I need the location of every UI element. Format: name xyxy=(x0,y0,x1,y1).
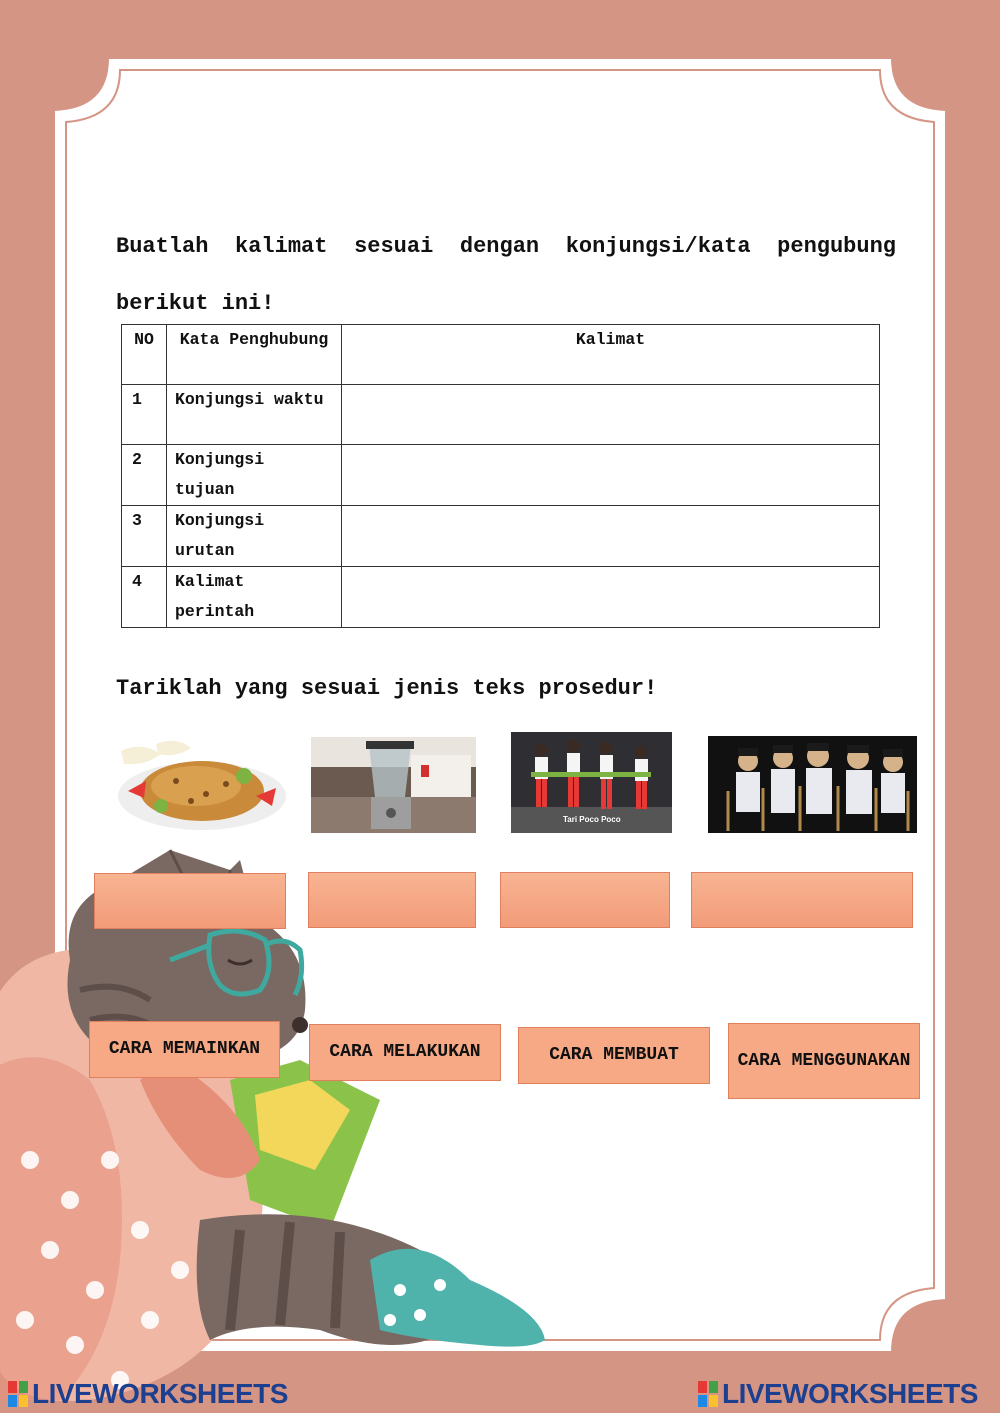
row-kata: Kalimat perintah xyxy=(167,567,342,628)
answer-box-3[interactable] xyxy=(500,872,670,928)
answer-box-1[interactable] xyxy=(94,873,286,929)
answer-box-4[interactable] xyxy=(691,872,913,928)
label-cara-menggunakan[interactable] xyxy=(728,1023,920,1099)
table-row xyxy=(122,445,880,506)
brand-right xyxy=(698,1378,978,1410)
row-no: 4 xyxy=(122,567,167,628)
photo-blender xyxy=(311,737,476,833)
label-text: CARA MEMAINKAN xyxy=(108,1039,261,1059)
header-kalimat: Kalimat xyxy=(342,325,880,385)
row-kalimat-input[interactable] xyxy=(342,567,880,628)
answer-box-2[interactable] xyxy=(308,872,476,928)
label-text: CARA MELAKUKAN xyxy=(329,1042,481,1062)
photo-angklung-players xyxy=(708,736,917,833)
photo-fried-rice xyxy=(116,736,288,833)
dance-caption: Tari Poco Poco xyxy=(563,815,621,824)
row-kalimat-input[interactable] xyxy=(342,506,880,567)
header-kata-penghubung: Kata Penghubung xyxy=(167,325,342,385)
row-kalimat-input[interactable] xyxy=(342,385,880,445)
row-kata: Konjungsi waktu xyxy=(167,385,342,445)
label-cara-membuat[interactable] xyxy=(518,1027,710,1084)
photo-poco-poco-dance xyxy=(511,732,672,833)
label-text: CARA MEMBUAT xyxy=(549,1045,679,1065)
conjunction-table xyxy=(121,324,880,628)
brand-left xyxy=(8,1378,288,1410)
label-text: CARA MENGGUNAKAN xyxy=(737,1050,911,1071)
table-row xyxy=(122,506,880,567)
liveworksheets-logo-icon xyxy=(698,1381,718,1407)
row-no: 3 xyxy=(122,506,167,567)
row-kalimat-input[interactable] xyxy=(342,445,880,506)
row-no: 1 xyxy=(122,385,167,445)
label-cara-memainkan[interactable] xyxy=(89,1021,280,1078)
instruction-title: Buatlah kalimat sesuai dengan konjungsi/kata pengubung berikut ini! xyxy=(116,234,896,316)
brand-text: LIVEWORKSHEETS xyxy=(32,1378,288,1409)
table-row xyxy=(122,567,880,628)
row-kata: Konjungsi tujuan xyxy=(167,445,342,506)
label-cara-melakukan[interactable] xyxy=(309,1024,501,1081)
row-no: 2 xyxy=(122,445,167,506)
matching-instruction: Tariklah yang sesuai jenis teks prosedur! xyxy=(116,676,658,701)
table-header-row xyxy=(122,325,880,385)
brand-text: LIVEWORKSHEETS xyxy=(722,1378,978,1409)
liveworksheets-logo-icon xyxy=(8,1381,28,1407)
table-row xyxy=(122,385,880,445)
header-no: NO xyxy=(122,325,167,385)
row-kata: Konjungsi urutan xyxy=(167,506,342,567)
